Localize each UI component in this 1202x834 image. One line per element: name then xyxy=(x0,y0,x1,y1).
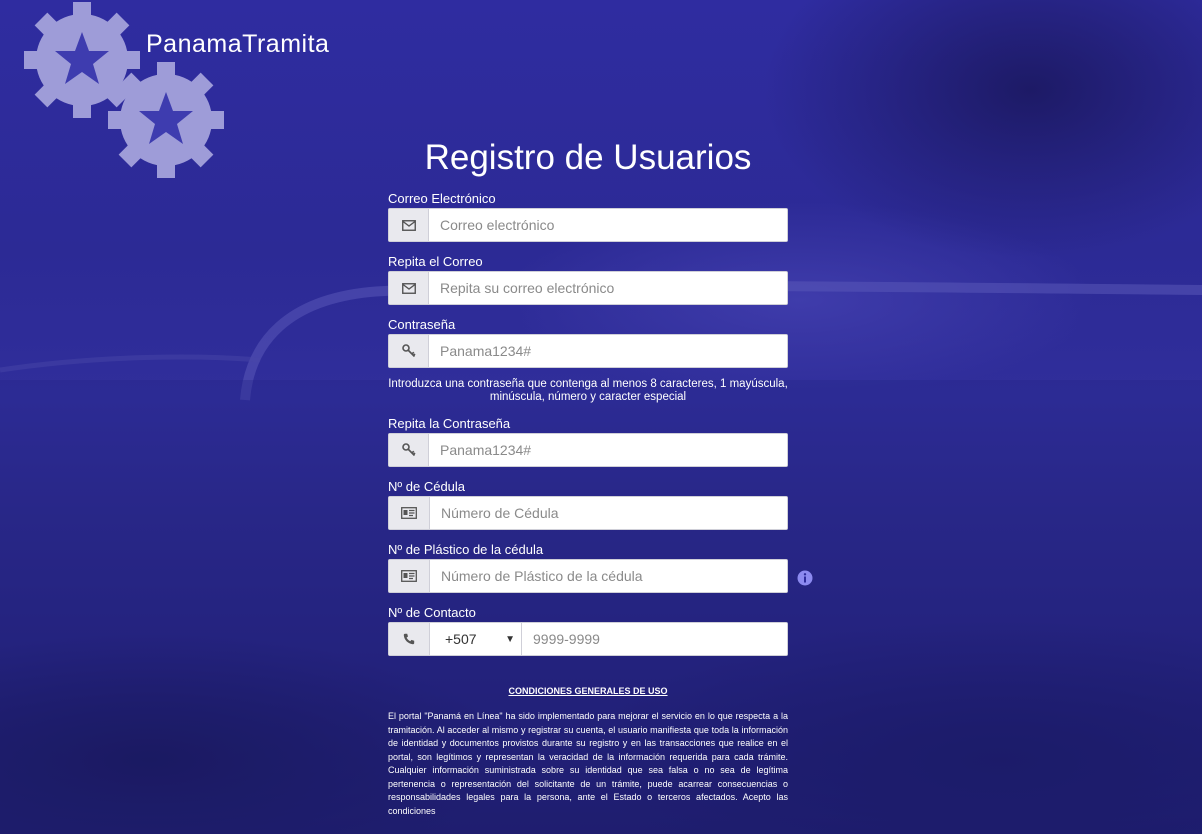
info-icon[interactable] xyxy=(797,570,813,586)
repeat-email-input[interactable] xyxy=(429,272,787,304)
country-code-value: +507 xyxy=(445,631,477,647)
plastic-number-input[interactable] xyxy=(430,560,787,592)
email-input[interactable] xyxy=(429,209,787,241)
phone-icon xyxy=(389,623,430,655)
logo-gears-icon xyxy=(20,0,225,182)
id-card-icon xyxy=(389,497,430,529)
password-hint: Introduzca una contraseña que contenga al menos 8 caracteres, 1 mayúscula, minúscula, número y caracter especial xyxy=(388,378,788,403)
contact-field-group xyxy=(388,622,788,656)
phone-input[interactable] xyxy=(522,623,787,655)
key-icon xyxy=(389,434,429,466)
caret-down-icon: ▼ xyxy=(505,634,515,645)
plastic-number-field-group xyxy=(388,559,788,593)
repeat-email-label: Repita el Correo xyxy=(388,254,483,269)
email-field-group xyxy=(388,208,788,242)
password-label: Contraseña xyxy=(388,317,456,332)
plastic-number-label: Nº de Plástico de la cédula xyxy=(388,542,544,557)
country-code-select[interactable] xyxy=(430,623,522,655)
id-card-icon xyxy=(389,560,430,592)
password-input[interactable] xyxy=(429,335,787,367)
cedula-label: Nº de Cédula xyxy=(388,479,466,494)
key-icon xyxy=(389,335,429,367)
repeat-password-field-group xyxy=(388,433,788,467)
envelope-icon xyxy=(389,209,429,241)
page-title: Registro de Usuarios xyxy=(424,138,752,177)
terms-title: CONDICIONES GENERALES DE USO xyxy=(508,686,668,696)
terms-text: El portal "Panamá en Línea" ha sido implementado para mejorar el servicio en lo que respecta a la tramitación. Al acceder al mismo y registrar su cuenta, el usuario manifiesta que toda la información de identidad y documentos provistos durante su registro y en las transacciones que realice en el portal, son legítimos y representan la veracidad de la información requerida para cada trámite. Cualquier información suministrada sobre su identidad que sea falsa o no sea de legítima pertenencia o representación del solicitante de un trámite, puede acarrear consecuencias o responsabilidades legales para la persona, ante el Estado o terceros afectados. Acepto las condiciones xyxy=(388,711,788,816)
cedula-input[interactable] xyxy=(430,497,787,529)
email-label: Correo Electrónico xyxy=(388,191,496,206)
contact-label: Nº de Contacto xyxy=(388,605,476,620)
repeat-email-field-group xyxy=(388,271,788,305)
password-field-group xyxy=(388,334,788,368)
repeat-password-label: Repita la Contraseña xyxy=(388,416,511,431)
brand-name: PanamaTramita xyxy=(146,30,330,58)
cedula-field-group xyxy=(388,496,788,530)
repeat-password-input[interactable] xyxy=(429,434,787,466)
envelope-icon xyxy=(389,272,429,304)
